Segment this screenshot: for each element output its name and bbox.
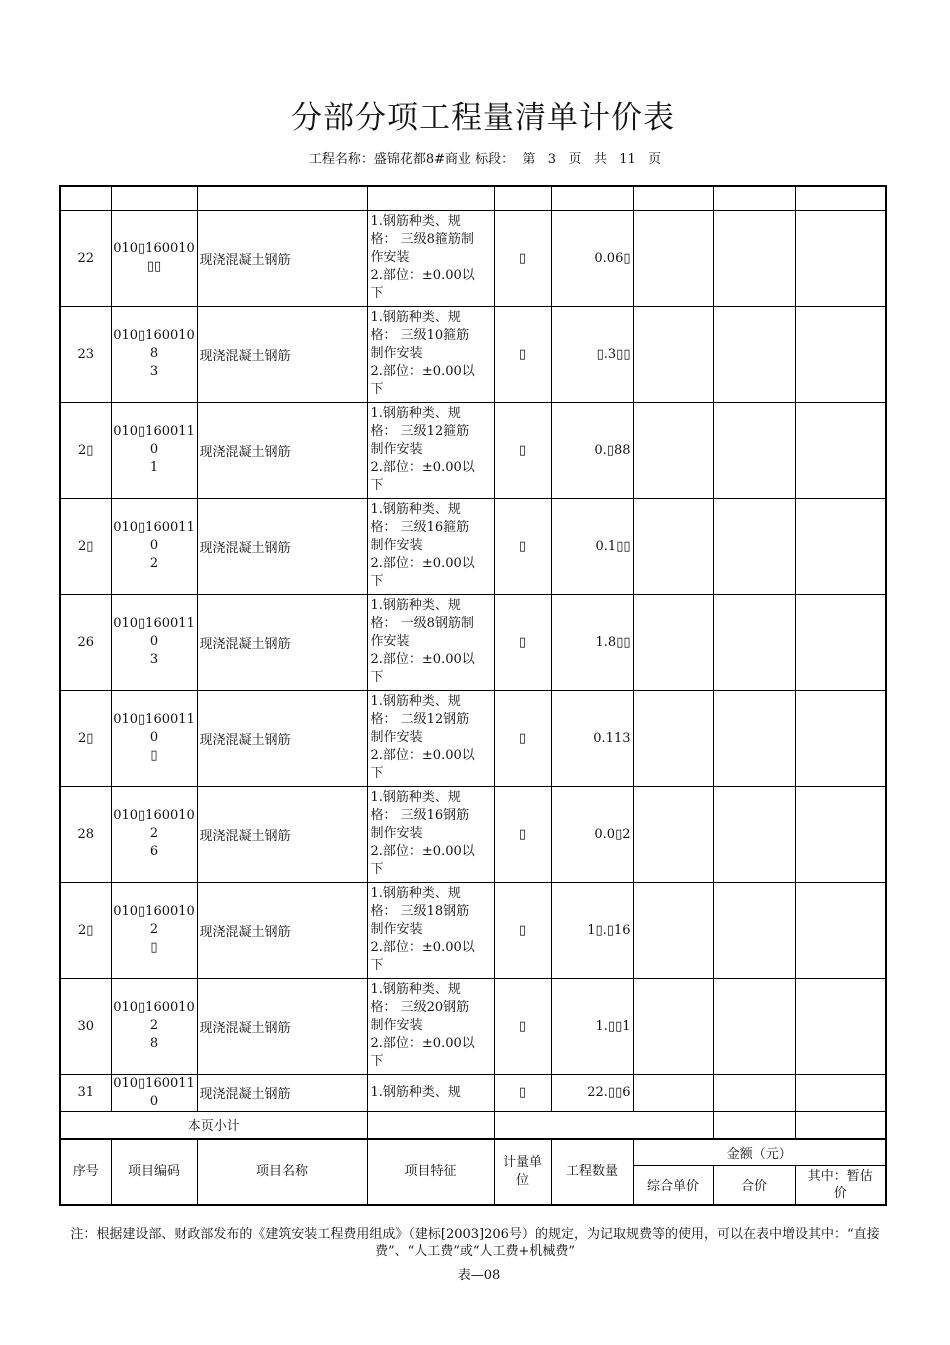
table-row xyxy=(60,594,886,690)
blank-top-row xyxy=(60,186,886,210)
item-name: 现浇混凝土钢筋 xyxy=(197,882,367,978)
provisional-cell xyxy=(795,306,886,402)
table-row xyxy=(60,978,886,1074)
header-qty: 工程数量 xyxy=(551,1139,633,1205)
provisional-cell xyxy=(795,690,886,786)
header-name: 项目名称 xyxy=(197,1139,367,1205)
total-cell xyxy=(713,306,795,402)
header-unit: 计量单 位 xyxy=(494,1139,551,1205)
provisional-cell xyxy=(795,978,886,1074)
subtotal-row xyxy=(60,1111,886,1139)
bill-of-quantities-table xyxy=(59,185,887,1206)
item-feature: 1.钢筋种类、规 格： 三级10箍筋 制作安装 2.部位：±0.00以 下 xyxy=(367,306,494,402)
header-amount: 金额（元） xyxy=(633,1139,886,1165)
item-name: 现浇混凝土钢筋 xyxy=(197,498,367,594)
row-number: 2▯ xyxy=(60,690,111,786)
unit-price-cell xyxy=(633,498,713,594)
item-code: 010▯160010▯▯ xyxy=(111,210,197,306)
item-name: 现浇混凝土钢筋 xyxy=(197,1074,367,1111)
column-header-row xyxy=(60,1139,886,1165)
item-name: 现浇混凝土钢筋 xyxy=(197,402,367,498)
unit-price-cell xyxy=(633,786,713,882)
row-number: 23 xyxy=(60,306,111,402)
unit: ▯ xyxy=(494,402,551,498)
quantity: 1.▯▯1 xyxy=(551,978,633,1074)
unit-price-cell xyxy=(633,402,713,498)
row-number: 28 xyxy=(60,786,111,882)
row-number: 2▯ xyxy=(60,882,111,978)
unit-price-cell xyxy=(633,210,713,306)
item-name: 现浇混凝土钢筋 xyxy=(197,786,367,882)
total-cell xyxy=(713,210,795,306)
subtotal-blank xyxy=(367,1111,494,1139)
total-cell xyxy=(713,402,795,498)
item-code: 010▯1600110 ▯ xyxy=(111,690,197,786)
item-name: 现浇混凝土钢筋 xyxy=(197,210,367,306)
quantity: 0.1▯▯ xyxy=(551,498,633,594)
table-row xyxy=(60,402,886,498)
quantity: 0.▯88 xyxy=(551,402,633,498)
table-row xyxy=(60,1074,886,1111)
unit: ▯ xyxy=(494,786,551,882)
item-code: 010▯1600102 6 xyxy=(111,786,197,882)
provisional-cell xyxy=(795,498,886,594)
unit: ▯ xyxy=(494,1074,551,1111)
table-row xyxy=(60,306,886,402)
item-feature: 1.钢筋种类、规 格： 二级12钢筋 制作安装 2.部位：±0.00以 下 xyxy=(367,690,494,786)
provisional-cell xyxy=(795,594,886,690)
unit: ▯ xyxy=(494,690,551,786)
unit: ▯ xyxy=(494,882,551,978)
total-cell xyxy=(713,594,795,690)
quantity: 0.0▯2 xyxy=(551,786,633,882)
item-feature: 1.钢筋种类、规 格： 三级12箍筋 制作安装 2.部位：±0.00以 下 xyxy=(367,402,494,498)
provisional-cell xyxy=(795,210,886,306)
header-no: 序号 xyxy=(60,1139,111,1205)
unit: ▯ xyxy=(494,306,551,402)
item-code: 010▯1600110 3 xyxy=(111,594,197,690)
provisional-cell xyxy=(795,882,886,978)
item-feature: 1.钢筋种类、规 格： 三级20钢筋 制作安装 2.部位：±0.00以 下 xyxy=(367,978,494,1074)
header-total: 合价 xyxy=(713,1165,795,1205)
unit-price-cell xyxy=(633,1074,713,1111)
table-row xyxy=(60,786,886,882)
row-number: 2▯ xyxy=(60,402,111,498)
quantity: 1▯.▯16 xyxy=(551,882,633,978)
item-feature: 1.钢筋种类、规 xyxy=(367,1074,494,1111)
unit: ▯ xyxy=(494,594,551,690)
row-number: 22 xyxy=(60,210,111,306)
unit: ▯ xyxy=(494,498,551,594)
unit-price-cell xyxy=(633,594,713,690)
total-cell xyxy=(713,690,795,786)
item-feature: 1.钢筋种类、规 格： 三级16钢筋 制作安装 2.部位：±0.00以 下 xyxy=(367,786,494,882)
subtotal-total xyxy=(713,1111,795,1139)
item-code: 010▯1600108 3 xyxy=(111,306,197,402)
total-cell xyxy=(713,1074,795,1111)
item-name: 现浇混凝土钢筋 xyxy=(197,978,367,1074)
total-cell xyxy=(713,786,795,882)
provisional-cell xyxy=(795,402,886,498)
unit-price-cell xyxy=(633,978,713,1074)
subtotal-label: 本页小计 xyxy=(60,1111,367,1139)
provisional-cell xyxy=(795,786,886,882)
quantity: 1.8▯▯ xyxy=(551,594,633,690)
quantity: ▯.3▯▯ xyxy=(551,306,633,402)
item-code: 010▯1600102 ▯ xyxy=(111,882,197,978)
item-feature: 1.钢筋种类、规 格： 三级16箍筋 制作安装 2.部位：±0.00以 下 xyxy=(367,498,494,594)
item-feature: 1.钢筋种类、规 格： 三级18钢筋 制作安装 2.部位：±0.00以 下 xyxy=(367,882,494,978)
unit-price-cell xyxy=(633,690,713,786)
header-code: 项目编码 xyxy=(111,1139,197,1205)
table-row xyxy=(60,690,886,786)
unit: ▯ xyxy=(494,978,551,1074)
item-code: 010▯1600110 1 xyxy=(111,402,197,498)
header-feature: 项目特征 xyxy=(367,1139,494,1205)
form-number: 表—08 xyxy=(457,1268,501,1283)
item-feature: 1.钢筋种类、规 格： 三级8箍筋制 作安装 2.部位：±0.00以 下 xyxy=(367,210,494,306)
unit: ▯ xyxy=(494,210,551,306)
subtotal-provisional xyxy=(795,1111,886,1139)
total-cell xyxy=(713,978,795,1074)
subtotal-blank xyxy=(494,1111,713,1139)
table-row xyxy=(60,882,886,978)
item-name: 现浇混凝土钢筋 xyxy=(197,594,367,690)
item-code: 010▯1600110 xyxy=(111,1074,197,1111)
total-cell xyxy=(713,498,795,594)
table-row xyxy=(60,498,886,594)
quantity: 0.06▯ xyxy=(551,210,633,306)
unit-price-cell xyxy=(633,882,713,978)
row-number: 2▯ xyxy=(60,498,111,594)
total-cell xyxy=(713,882,795,978)
quantity: 0.113 xyxy=(551,690,633,786)
header-provisional: 其中：暂估 价 xyxy=(795,1165,886,1205)
row-number: 30 xyxy=(60,978,111,1074)
quantity: 22.▯▯6 xyxy=(551,1074,633,1111)
item-name: 现浇混凝土钢筋 xyxy=(197,306,367,402)
row-number: 26 xyxy=(60,594,111,690)
row-number: 31 xyxy=(60,1074,111,1111)
provisional-cell xyxy=(795,1074,886,1111)
item-name: 现浇混凝土钢筋 xyxy=(197,690,367,786)
unit-price-cell xyxy=(633,306,713,402)
page-title: 分部分项工程量清单计价表 xyxy=(291,100,675,136)
project-info: 工程名称：盛锦花都8#商业 标段： 第 3 页 共 11 页 xyxy=(308,152,662,167)
item-code: 010▯1600102 8 xyxy=(111,978,197,1074)
table-row xyxy=(60,210,886,306)
header-unit-price: 综合单价 xyxy=(633,1165,713,1205)
item-code: 010▯1600110 2 xyxy=(111,498,197,594)
footnote: 注：根据建设部、财政部发布的《建筑安装工程费用组成》（建标[2003]206号）的规定，为记取规费等的使用，可以在表中增设其中：“直接费”、“人工费”或“人工费+机械费” xyxy=(70,1227,880,1259)
item-feature: 1.钢筋种类、规 格： 一级8钢筋制 作安装 2.部位：±0.00以 下 xyxy=(367,594,494,690)
